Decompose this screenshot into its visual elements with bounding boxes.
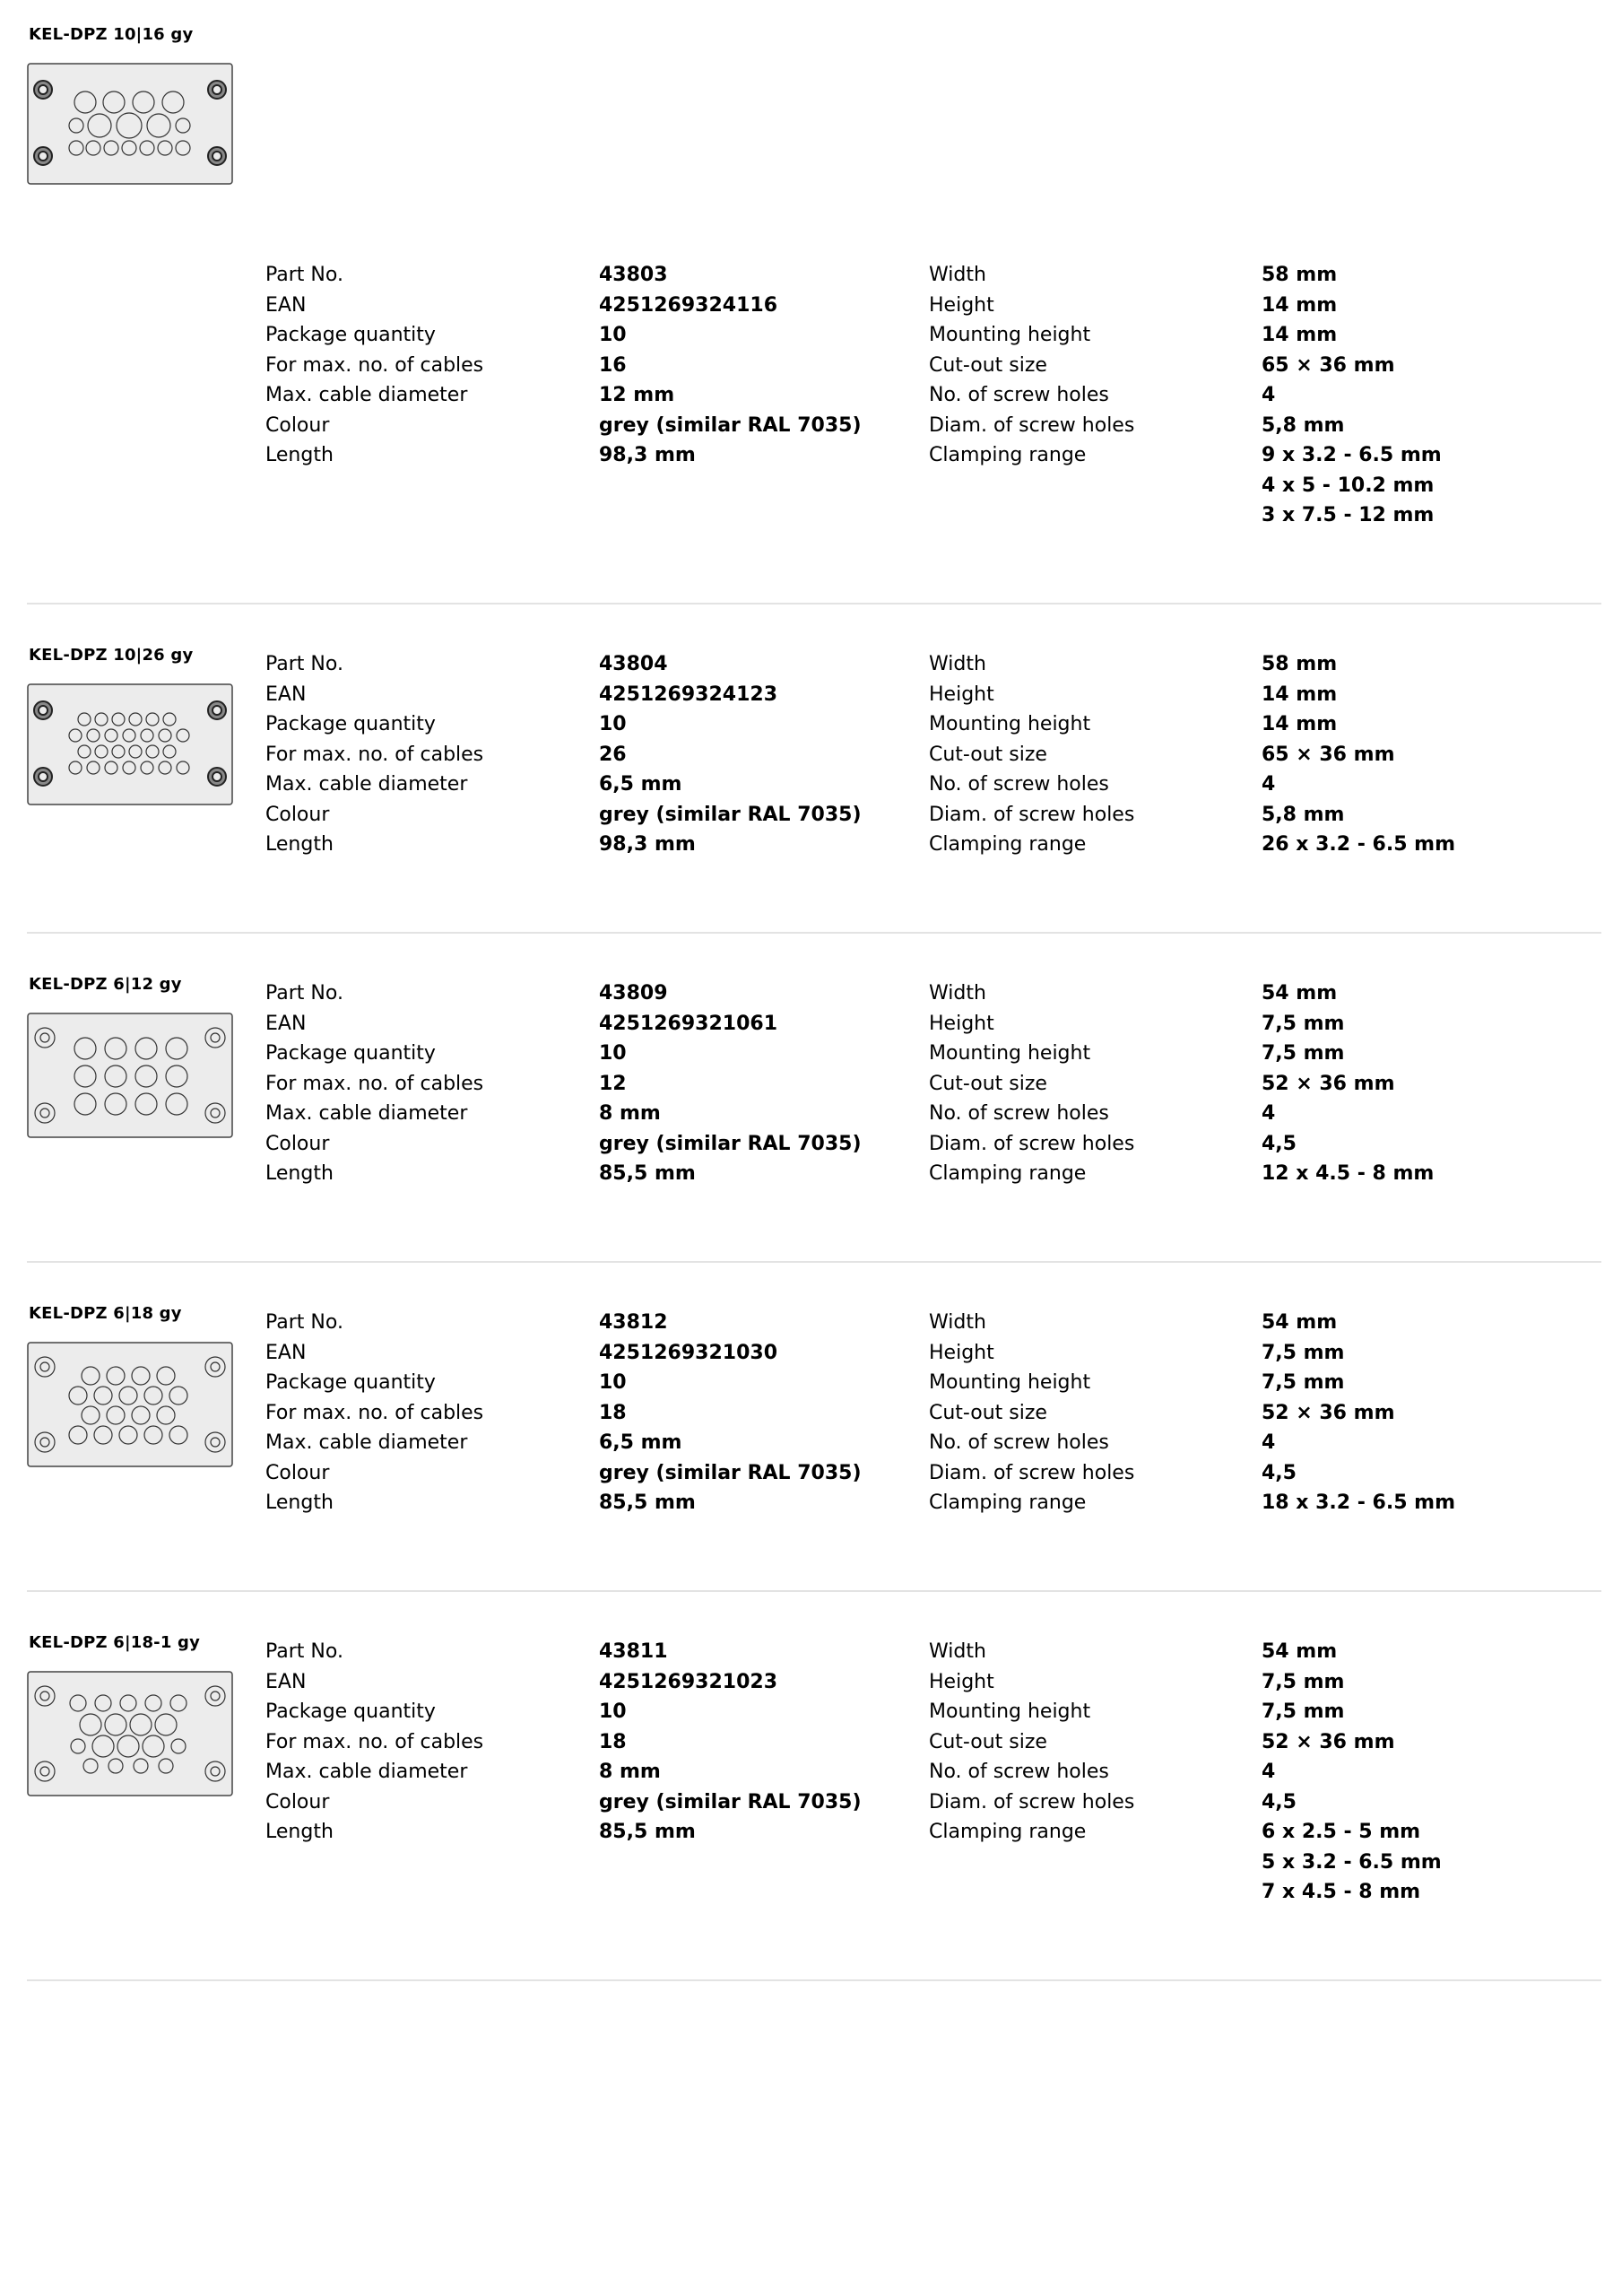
separator xyxy=(27,932,1601,934)
value-max-cables: 18 xyxy=(599,1730,627,1753)
label-max-cables: For max. no. of cables xyxy=(265,353,484,377)
value-clamping-range-extra: 3 x 7.5 - 12 mm xyxy=(1262,504,1435,526)
value-height: 7,5 mm xyxy=(1262,1012,1345,1035)
label-clamping-range: Clamping range xyxy=(929,1821,1087,1843)
value-screw-holes: 4 xyxy=(1262,1761,1276,1783)
product-title: KEL-DPZ 6|18 gy xyxy=(29,1304,182,1323)
label-package-quantity: Package quantity xyxy=(265,1700,436,1723)
value-cut-out-size: 65 × 36 mm xyxy=(1262,353,1395,377)
product-image-kel-dpz-6-18-1 xyxy=(27,1671,233,1796)
label-part-no: Part No. xyxy=(265,1640,343,1663)
label-width: Width xyxy=(929,653,986,675)
label-max-cables: For max. no. of cables xyxy=(265,743,484,766)
value-mounting-height: 14 mm xyxy=(1262,713,1338,735)
label-part-no: Part No. xyxy=(265,653,343,675)
value-max-diameter: 12 mm xyxy=(599,384,675,406)
value-clamping-range-extra: 7 x 4.5 - 8 mm xyxy=(1262,1881,1421,1903)
value-height: 7,5 mm xyxy=(1262,1670,1345,1693)
label-part-no: Part No. xyxy=(265,264,343,286)
label-max-diameter: Max. cable diameter xyxy=(265,1102,468,1125)
label-screw-holes: No. of screw holes xyxy=(929,773,1109,796)
product-image-kel-dpz-10-16 xyxy=(27,63,233,188)
value-width: 54 mm xyxy=(1262,1311,1338,1334)
label-ean: EAN xyxy=(265,683,307,706)
label-mounting-height: Mounting height xyxy=(929,1700,1091,1723)
value-cut-out-size: 52 × 36 mm xyxy=(1262,1730,1395,1753)
value-package-quantity: 10 xyxy=(599,1371,627,1394)
label-colour: Colour xyxy=(265,1461,330,1484)
label-height: Height xyxy=(929,683,994,706)
label-max-diameter: Max. cable diameter xyxy=(265,384,468,406)
value-colour: grey (similar RAL 7035) xyxy=(599,1132,862,1155)
value-width: 58 mm xyxy=(1262,653,1338,675)
product-image-kel-dpz-6-12 xyxy=(27,1013,233,1138)
label-colour: Colour xyxy=(265,1790,330,1813)
product-title: KEL-DPZ 6|18-1 gy xyxy=(29,1633,201,1652)
label-width: Width xyxy=(929,264,986,286)
label-clamping-range: Clamping range xyxy=(929,444,1087,466)
value-colour: grey (similar RAL 7035) xyxy=(599,803,862,826)
value-mounting-height: 7,5 mm xyxy=(1262,1042,1345,1065)
label-height: Height xyxy=(929,1341,994,1364)
label-colour: Colour xyxy=(265,803,330,826)
label-package-quantity: Package quantity xyxy=(265,1042,436,1065)
label-screw-hole-diameter: Diam. of screw holes xyxy=(929,1790,1135,1813)
label-ean: EAN xyxy=(265,1341,307,1364)
value-screw-hole-diameter: 4,5 xyxy=(1262,1790,1297,1813)
label-max-diameter: Max. cable diameter xyxy=(265,1761,468,1783)
value-clamping-range: 26 x 3.2 - 6.5 mm xyxy=(1262,833,1456,856)
label-colour: Colour xyxy=(265,413,330,437)
value-colour: grey (similar RAL 7035) xyxy=(599,1790,862,1813)
value-part-no: 43803 xyxy=(599,264,668,286)
product-title: KEL-DPZ 10|16 gy xyxy=(29,25,194,44)
value-cut-out-size: 52 × 36 mm xyxy=(1262,1072,1395,1095)
value-width: 54 mm xyxy=(1262,982,1338,1004)
label-screw-holes: No. of screw holes xyxy=(929,1761,1109,1783)
value-part-no: 43804 xyxy=(599,653,668,675)
label-package-quantity: Package quantity xyxy=(265,1371,436,1394)
value-ean: 4251269324123 xyxy=(599,683,777,706)
value-clamping-range-extra: 5 x 3.2 - 6.5 mm xyxy=(1262,1850,1442,1874)
label-cut-out-size: Cut-out size xyxy=(929,353,1047,377)
value-length: 85,5 mm xyxy=(599,1162,696,1185)
separator xyxy=(27,1261,1601,1263)
label-max-diameter: Max. cable diameter xyxy=(265,773,468,796)
label-length: Length xyxy=(265,1821,334,1843)
value-ean: 4251269321030 xyxy=(599,1341,777,1364)
product-title: KEL-DPZ 6|12 gy xyxy=(29,975,182,994)
label-screw-holes: No. of screw holes xyxy=(929,1102,1109,1125)
label-clamping-range: Clamping range xyxy=(929,1492,1087,1514)
label-part-no: Part No. xyxy=(265,982,343,1004)
value-package-quantity: 10 xyxy=(599,324,627,346)
label-mounting-height: Mounting height xyxy=(929,713,1091,735)
value-cut-out-size: 65 × 36 mm xyxy=(1262,743,1395,766)
product-image-kel-dpz-10-26 xyxy=(27,683,233,809)
label-package-quantity: Package quantity xyxy=(265,713,436,735)
label-mounting-height: Mounting height xyxy=(929,1371,1091,1394)
label-screw-hole-diameter: Diam. of screw holes xyxy=(929,413,1135,437)
value-ean: 4251269321061 xyxy=(599,1012,777,1035)
value-max-diameter: 6,5 mm xyxy=(599,1431,682,1454)
value-max-cables: 12 xyxy=(599,1072,627,1095)
label-width: Width xyxy=(929,982,986,1004)
separator xyxy=(27,603,1601,604)
value-screw-holes: 4 xyxy=(1262,1431,1276,1454)
label-max-cables: For max. no. of cables xyxy=(265,1072,484,1095)
label-ean: EAN xyxy=(265,1012,307,1035)
label-clamping-range: Clamping range xyxy=(929,1162,1087,1185)
value-max-cables: 26 xyxy=(599,743,627,766)
label-cut-out-size: Cut-out size xyxy=(929,1401,1047,1424)
value-cut-out-size: 52 × 36 mm xyxy=(1262,1401,1395,1424)
label-ean: EAN xyxy=(265,1670,307,1693)
product-image-kel-dpz-6-18 xyxy=(27,1342,233,1467)
label-length: Length xyxy=(265,1492,334,1514)
value-screw-hole-diameter: 4,5 xyxy=(1262,1132,1297,1155)
value-package-quantity: 10 xyxy=(599,1700,627,1723)
value-mounting-height: 7,5 mm xyxy=(1262,1700,1345,1723)
label-length: Length xyxy=(265,1162,334,1185)
value-height: 14 mm xyxy=(1262,683,1338,706)
label-colour: Colour xyxy=(265,1132,330,1155)
label-width: Width xyxy=(929,1311,986,1334)
label-cut-out-size: Cut-out size xyxy=(929,743,1047,766)
value-colour: grey (similar RAL 7035) xyxy=(599,413,862,437)
label-height: Height xyxy=(929,1670,994,1693)
value-mounting-height: 14 mm xyxy=(1262,324,1338,346)
product-title: KEL-DPZ 10|26 gy xyxy=(29,646,194,665)
label-max-cables: For max. no. of cables xyxy=(265,1730,484,1753)
value-screw-holes: 4 xyxy=(1262,1102,1276,1125)
label-part-no: Part No. xyxy=(265,1311,343,1334)
value-part-no: 43811 xyxy=(599,1640,668,1663)
label-height: Height xyxy=(929,293,994,317)
value-length: 98,3 mm xyxy=(599,444,696,466)
value-clamping-range: 12 x 4.5 - 8 mm xyxy=(1262,1162,1435,1185)
value-part-no: 43812 xyxy=(599,1311,668,1334)
value-max-cables: 18 xyxy=(599,1401,627,1424)
label-screw-holes: No. of screw holes xyxy=(929,384,1109,406)
label-screw-hole-diameter: Diam. of screw holes xyxy=(929,803,1135,826)
value-package-quantity: 10 xyxy=(599,1042,627,1065)
value-screw-hole-diameter: 4,5 xyxy=(1262,1461,1297,1484)
value-length: 85,5 mm xyxy=(599,1492,696,1514)
value-colour: grey (similar RAL 7035) xyxy=(599,1461,862,1484)
value-clamping-range: 9 x 3.2 - 6.5 mm xyxy=(1262,444,1442,466)
value-max-diameter: 8 mm xyxy=(599,1102,661,1125)
label-height: Height xyxy=(929,1012,994,1035)
value-screw-holes: 4 xyxy=(1262,773,1276,796)
label-screw-holes: No. of screw holes xyxy=(929,1431,1109,1454)
label-clamping-range: Clamping range xyxy=(929,833,1087,856)
value-ean: 4251269324116 xyxy=(599,293,777,317)
label-cut-out-size: Cut-out size xyxy=(929,1072,1047,1095)
separator xyxy=(27,1590,1601,1592)
value-width: 54 mm xyxy=(1262,1640,1338,1663)
label-package-quantity: Package quantity xyxy=(265,324,436,346)
value-package-quantity: 10 xyxy=(599,713,627,735)
value-width: 58 mm xyxy=(1262,264,1338,286)
value-length: 85,5 mm xyxy=(599,1821,696,1843)
value-max-diameter: 6,5 mm xyxy=(599,773,682,796)
value-screw-hole-diameter: 5,8 mm xyxy=(1262,803,1345,826)
label-length: Length xyxy=(265,833,334,856)
label-screw-hole-diameter: Diam. of screw holes xyxy=(929,1132,1135,1155)
value-height: 14 mm xyxy=(1262,293,1338,317)
label-max-diameter: Max. cable diameter xyxy=(265,1431,468,1454)
value-height: 7,5 mm xyxy=(1262,1341,1345,1364)
label-cut-out-size: Cut-out size xyxy=(929,1730,1047,1753)
separator xyxy=(27,1979,1601,1981)
value-clamping-range-extra: 4 x 5 - 10.2 mm xyxy=(1262,474,1435,497)
value-clamping-range: 18 x 3.2 - 6.5 mm xyxy=(1262,1492,1456,1514)
value-ean: 4251269321023 xyxy=(599,1670,777,1693)
value-part-no: 43809 xyxy=(599,982,668,1004)
label-width: Width xyxy=(929,1640,986,1663)
label-length: Length xyxy=(265,444,334,466)
value-max-cables: 16 xyxy=(599,353,627,377)
label-ean: EAN xyxy=(265,293,307,317)
label-max-cables: For max. no. of cables xyxy=(265,1401,484,1424)
value-max-diameter: 8 mm xyxy=(599,1761,661,1783)
label-screw-hole-diameter: Diam. of screw holes xyxy=(929,1461,1135,1484)
value-mounting-height: 7,5 mm xyxy=(1262,1371,1345,1394)
label-mounting-height: Mounting height xyxy=(929,1042,1091,1065)
value-screw-holes: 4 xyxy=(1262,384,1276,406)
value-length: 98,3 mm xyxy=(599,833,696,856)
value-clamping-range: 6 x 2.5 - 5 mm xyxy=(1262,1821,1421,1843)
label-mounting-height: Mounting height xyxy=(929,324,1091,346)
value-screw-hole-diameter: 5,8 mm xyxy=(1262,413,1345,437)
